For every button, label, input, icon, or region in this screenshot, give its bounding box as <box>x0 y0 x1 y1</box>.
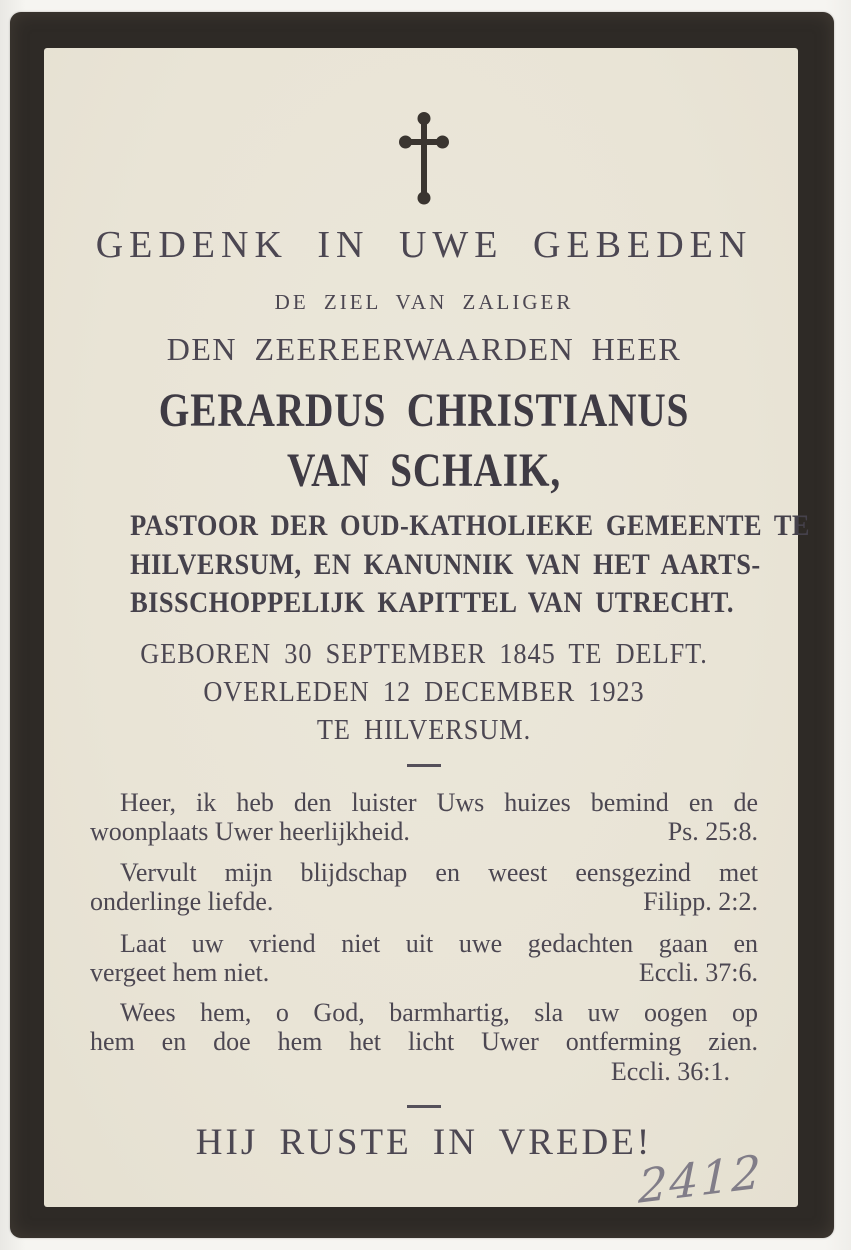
verse-ref-row <box>90 817 758 847</box>
verse-philippians <box>90 858 758 917</box>
verse-text-line: onderlinge liefde. <box>90 887 274 916</box>
verse-ref-row <box>90 887 758 917</box>
handwritten-archive-number: 2412 <box>637 1144 764 1214</box>
verse-text-line: Laat uw vriend niet uit uwe gedachten gaan en <box>120 928 758 958</box>
title-line: PASTOOR DER OUD-KATHOLIEKE GEMEENTE TE <box>130 509 810 542</box>
verse-reference: Filipp. 2:2. <box>643 887 758 916</box>
life-dates <box>90 636 758 750</box>
memorial-heading: GEDENK IN UWE GEBEDEN <box>95 224 753 266</box>
verse-text-line: Vervult mijn blijdschap en weest eensgezind met <box>120 857 758 887</box>
budded-cross-icon <box>398 48 450 206</box>
scripture-verses <box>90 788 758 1087</box>
verse-text-line: vergeet hem niet. <box>90 958 270 987</box>
deceased-surname: VAN SCHAIK, <box>286 444 562 497</box>
card-dark-frame <box>10 12 834 1238</box>
closing-line: HIJ RUSTE IN VREDE! <box>195 1122 653 1163</box>
verse-text-line: woonplaats Uwer heerlijkheid. <box>90 817 410 846</box>
soul-subheading: DE ZIEL VAN ZALIGER <box>274 290 574 314</box>
death-date-line: OVERLEDEN 12 DECEMBER 1923 <box>203 676 645 708</box>
honorific-heading: DEN ZEEREERWAARDEN HEER <box>166 331 682 367</box>
verse-ecclesiasticus-37 <box>90 929 758 988</box>
card-content <box>44 48 810 1207</box>
memorial-card <box>44 48 810 1207</box>
title-line: HILVERSUM, EN KANUNNIK VAN HET AARTS- <box>130 547 761 581</box>
title-line: BISSCHOPPELIJK KAPITTEL VAN UTRECHT. <box>130 586 734 619</box>
clerical-titles <box>90 507 810 623</box>
birth-date-line: GEBOREN 30 SEPTEMBER 1845 TE DELFT. <box>140 638 708 670</box>
verse-reference: Eccli. 36:1. <box>610 1056 730 1086</box>
verse-psalm <box>90 788 758 847</box>
divider-rule <box>407 1105 441 1108</box>
verse-ecclesiasticus-36 <box>90 998 758 1087</box>
death-place-line: TE HILVERSUM. <box>316 714 532 746</box>
deceased-first-names: GERARDUS CHRISTIANUS <box>158 384 690 437</box>
verse-ref-row <box>90 958 758 988</box>
verse-reference: Eccli. 37:6. <box>638 958 758 987</box>
divider-rule <box>407 764 441 767</box>
verse-text-line: Heer, ik heb den luister Uws huizes bemind en de <box>120 787 758 817</box>
verse-text-line: Wees hem, o God, barmhartig, sla uw oogen op <box>120 997 758 1027</box>
deceased-name <box>90 381 758 501</box>
verse-reference: Ps. 25:8. <box>667 817 758 846</box>
verse-text-line: hem en doe hem het licht Uwer ontferming zien. <box>90 1027 758 1056</box>
